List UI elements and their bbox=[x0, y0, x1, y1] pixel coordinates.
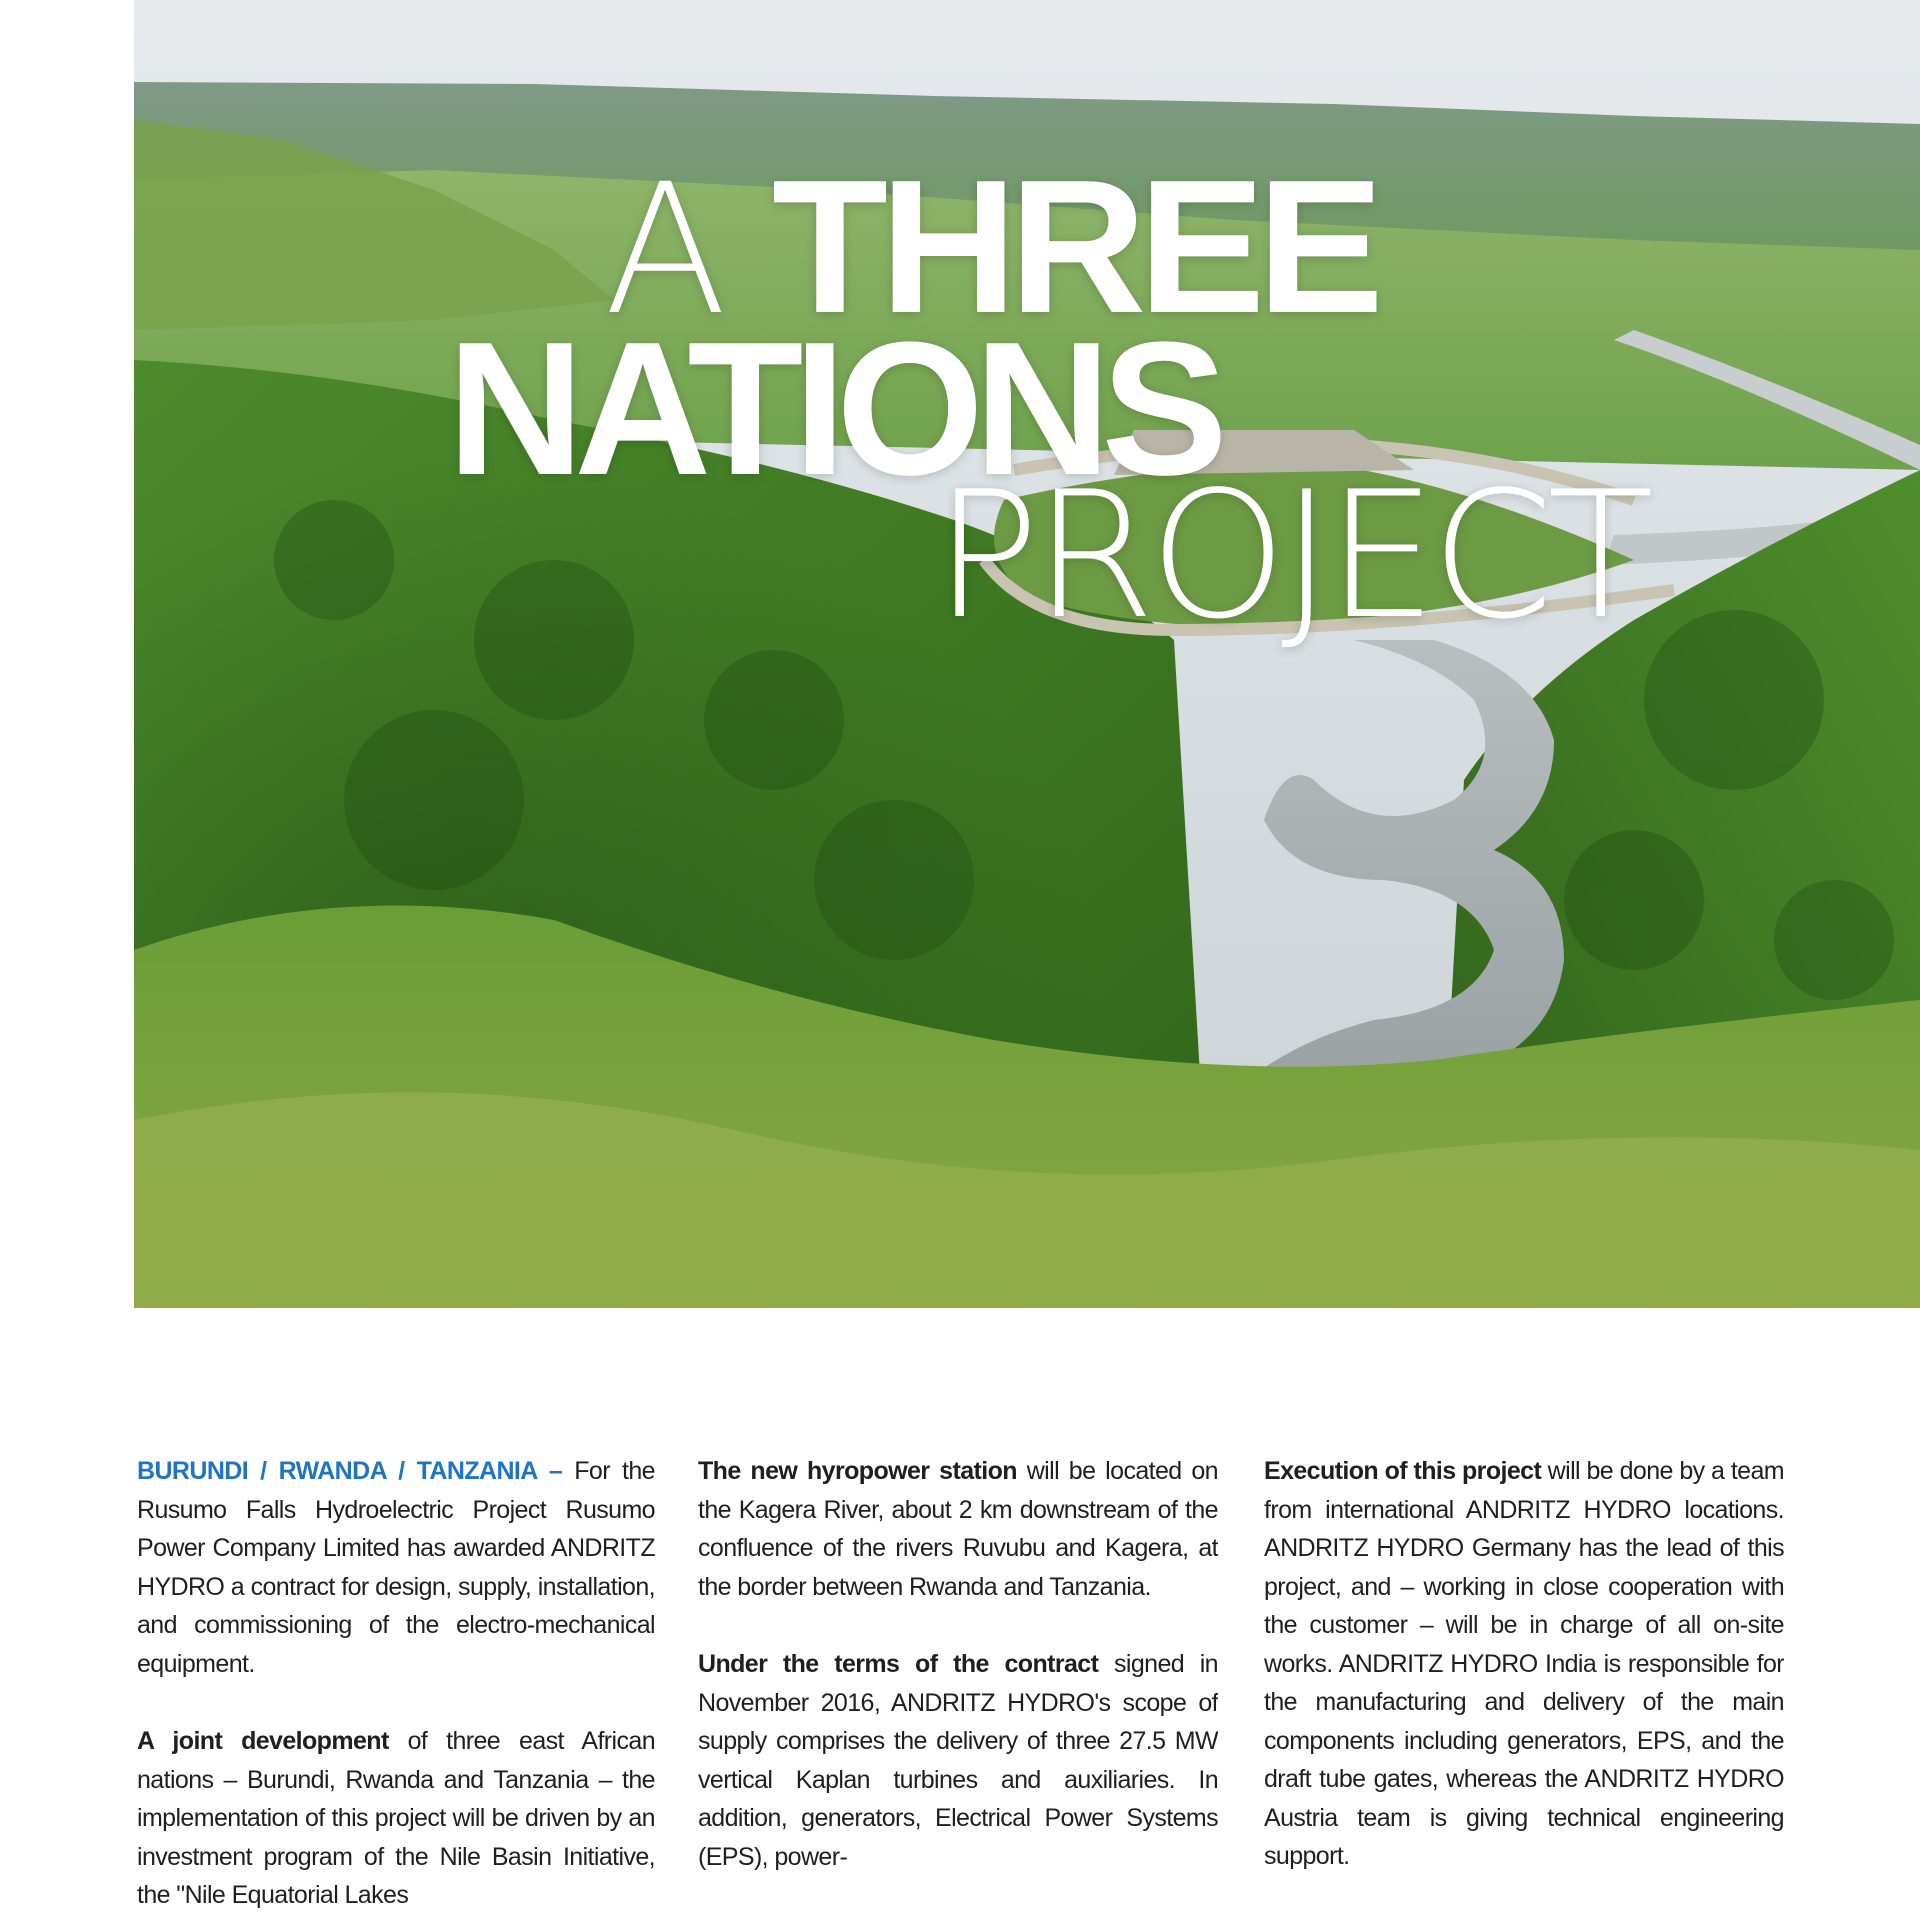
article-column-1 bbox=[137, 1452, 655, 1920]
headline-line-3: PROJECT bbox=[934, 455, 1649, 658]
article-column-3 bbox=[1264, 1452, 1784, 1920]
headline-three: THREE bbox=[771, 141, 1376, 353]
paragraph bbox=[137, 1722, 655, 1915]
hero-photo bbox=[134, 0, 1920, 1308]
paragraph-text: will be located on the Kagera River, about 2 km downstream of the confluence of the rivers Ruvubu and Kagera, at the border between Rwanda and Tanzania. bbox=[698, 1457, 1218, 1601]
paragraph-lead: A joint development bbox=[137, 1727, 389, 1755]
paragraph bbox=[1264, 1452, 1784, 1876]
dateline-countries: BURUNDI / RWANDA / TANZANIA – bbox=[137, 1457, 563, 1485]
article-body bbox=[137, 1452, 1787, 1920]
paragraph-text: will be done by a team from international ANDRITZ HYDRO locations. ANDRITZ HYDRO Germany has the lead of this project, and – working in close cooperation with the customer – will be in charge of all on-site works. ANDRITZ HYDRO India is responsible for the manufacturing and delivery of the main components including generators, EPS, and the draft tube gates, whereas the ANDRITZ HYDRO Austria team is giving technical engineering support. bbox=[1264, 1457, 1784, 1870]
paragraph-lead: The new hyropower station bbox=[698, 1457, 1017, 1485]
headline-article: A bbox=[604, 146, 728, 355]
paragraph-text: For the Rusumo Falls Hydroelectric Project Rusumo Power Company Limited has awarded ANDRITZ HYDRO a contract for design, supply, installation, and commissioning of the electro-mechanical equipment. bbox=[137, 1457, 655, 1678]
paragraph-lead: Under the terms of the contract bbox=[698, 1650, 1099, 1678]
paragraph-text: of three east African nations – Burundi, Rwanda and Tanzania – the implementation of this project will be driven by an investment program of the Nile Basin Initiative, the "Nile Equatorial Lakes bbox=[137, 1727, 655, 1909]
headline-line-2: NATIONS bbox=[447, 303, 1218, 515]
paragraph bbox=[698, 1645, 1218, 1876]
paragraph-lead: Execution of this project bbox=[1264, 1457, 1542, 1485]
paragraph bbox=[137, 1452, 655, 1683]
paragraph-text: signed in November 2016, ANDRITZ HYDRO's scope of supply comprises the delivery of three 27.5 MW vertical Kaplan turbines and auxiliaries. In addition, generators, Electrical Power Systems (EPS), power- bbox=[698, 1650, 1218, 1871]
article-column-2 bbox=[698, 1452, 1218, 1920]
paragraph bbox=[698, 1452, 1218, 1606]
headline bbox=[134, 0, 1920, 700]
